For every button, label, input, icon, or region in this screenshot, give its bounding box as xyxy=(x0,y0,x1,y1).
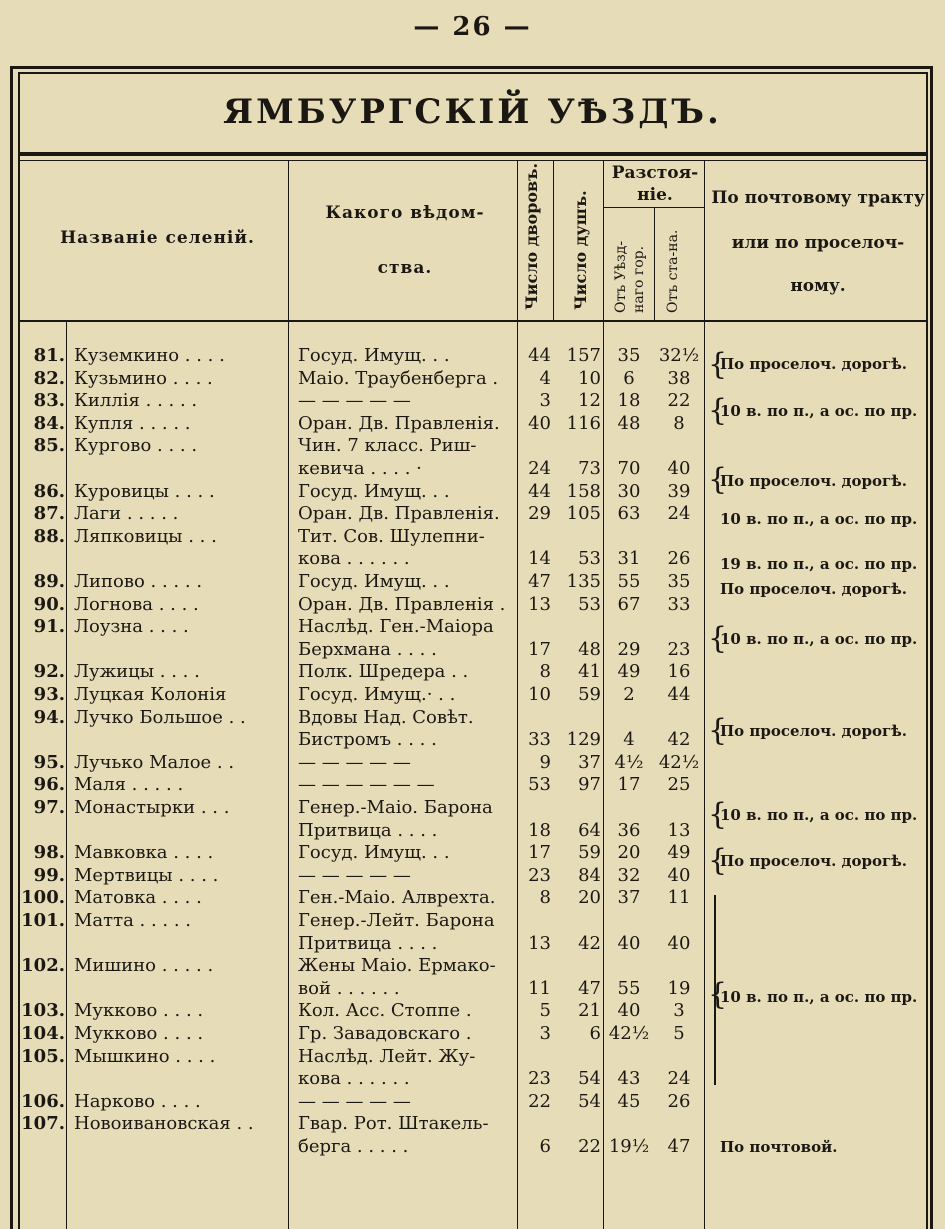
row-number: 81. xyxy=(33,345,65,366)
distance-uezd: 40 xyxy=(617,1000,641,1022)
distance-uezd: 31 xyxy=(617,548,641,570)
village-name: Матовка . . . . xyxy=(74,887,202,909)
row-number: 107. xyxy=(21,1113,65,1135)
distance-stan: 24 xyxy=(667,503,691,525)
village-name: Ляпковицы . . . xyxy=(74,525,217,547)
households-count: 5 xyxy=(539,1000,551,1022)
souls-count: 48 xyxy=(578,638,601,660)
distance-uezd: 45 xyxy=(617,1090,641,1112)
distance-uezd: 18 xyxy=(617,390,641,412)
row-number: 101. xyxy=(21,910,65,931)
village-name: Кузьмино . . . . xyxy=(74,367,213,389)
souls-count: 59 xyxy=(578,842,601,864)
owner-department: Берхмана . . . . xyxy=(298,638,437,660)
owner-department: вой . . . . . . xyxy=(298,977,400,999)
distance-stan: 39 xyxy=(667,480,691,502)
distance-uezd: 4½ xyxy=(614,751,644,773)
souls-count: 73 xyxy=(578,458,601,479)
table-row xyxy=(0,910,945,932)
souls-count: 97 xyxy=(578,774,601,796)
owner-department: Наслѣд. Ген.-Маiора xyxy=(298,616,494,638)
village-name: Куземкино . . . . xyxy=(74,345,225,366)
souls-count: 64 xyxy=(578,819,601,841)
brace-7: { xyxy=(708,843,728,878)
souls-count: 53 xyxy=(578,548,601,570)
souls-count: 54 xyxy=(578,1068,601,1090)
households-count: 3 xyxy=(539,390,551,412)
owner-department: — — — — — xyxy=(298,390,411,412)
route-note-8: По проселоч. дорогѣ. xyxy=(720,722,908,740)
distance-stan: 47 xyxy=(667,1136,691,1157)
distance-uezd: 55 xyxy=(617,977,641,999)
village-name: Монастырки . . . xyxy=(74,797,230,818)
table-row xyxy=(0,1046,945,1068)
owner-department: Оран. Дв. Правленiя. xyxy=(298,503,500,525)
distance-stan: 13 xyxy=(667,819,691,841)
header-vedomstvo-1: Какого вѣдом- xyxy=(325,203,485,223)
village-name: Липово . . . . . xyxy=(74,571,203,592)
souls-count: 22 xyxy=(578,1136,601,1157)
distance-uezd: 43 xyxy=(617,1068,641,1090)
route-note-10: По проселоч. дорогѣ. xyxy=(720,852,908,870)
table-row xyxy=(0,933,945,955)
owner-department: Госуд. Имущ. . . xyxy=(298,345,450,366)
souls-count: 53 xyxy=(578,593,601,615)
village-name: Лучко Большое . . xyxy=(74,706,246,728)
row-number: 90. xyxy=(33,593,65,615)
households-count: 8 xyxy=(539,887,551,909)
owner-department: Маiо. Траубенберга . xyxy=(298,367,499,389)
village-name: Мукково . . . . xyxy=(74,1000,204,1022)
header-souls: Число душъ. xyxy=(571,190,590,310)
households-count: 17 xyxy=(528,842,551,864)
row-number: 100. xyxy=(21,887,65,909)
distance-stan: 33 xyxy=(667,593,691,615)
owner-department: Наслѣд. Лейт. Жу- xyxy=(298,1045,476,1067)
souls-count: 42 xyxy=(578,932,601,954)
distance-uezd: 36 xyxy=(617,819,641,841)
brace-2: { xyxy=(708,393,728,428)
households-count: 14 xyxy=(528,548,551,570)
distance-stan: 44 xyxy=(667,684,691,705)
owner-department: — — — — — xyxy=(298,864,411,886)
table-row xyxy=(0,1023,945,1045)
distance-stan: 25 xyxy=(667,774,691,796)
owner-department: Генер.-Лейт. Барона xyxy=(298,910,495,931)
village-name: Киллiя . . . . . xyxy=(74,390,198,412)
header-route-3: ному. xyxy=(790,276,846,296)
distance-uezd: 2 xyxy=(623,684,635,705)
distance-uezd: 40 xyxy=(617,932,641,954)
header-bottom-rule xyxy=(18,320,928,322)
title-rule-thin xyxy=(18,160,928,161)
table-row xyxy=(0,435,945,457)
village-name: Мишино . . . . . xyxy=(74,955,214,977)
souls-count: 158 xyxy=(566,480,601,502)
souls-count: 12 xyxy=(578,390,601,412)
owner-department: Притвица . . . . xyxy=(298,819,438,841)
brace-4: { xyxy=(708,621,728,656)
owner-department: Ген.-Маiо. Алврехта. xyxy=(298,887,496,909)
households-count: 33 xyxy=(528,729,551,751)
owner-department: Жены Маiо. Ермако- xyxy=(298,955,496,977)
distance-stan: 38 xyxy=(667,367,691,389)
souls-count: 129 xyxy=(566,729,601,751)
header-households: Число дворовъ. xyxy=(522,162,541,310)
households-count: 53 xyxy=(528,774,551,796)
village-name: Купля . . . . . xyxy=(74,412,191,434)
distance-stan: 11 xyxy=(667,887,691,909)
owner-department: Тит. Сов. Шулепни- xyxy=(298,525,485,547)
distance-stan: 24 xyxy=(667,1068,691,1090)
distance-uezd: 30 xyxy=(617,480,641,502)
page-number: — 26 — xyxy=(413,12,532,42)
route-note-12: По почтовой. xyxy=(720,1138,838,1156)
souls-count: 47 xyxy=(578,977,601,999)
owner-department: Гр. Завадовскаго . xyxy=(298,1023,472,1044)
brace-5: { xyxy=(708,713,728,748)
distance-uezd: 48 xyxy=(617,412,641,434)
distance-uezd: 6 xyxy=(623,367,635,389)
village-name: Лаги . . . . . xyxy=(74,503,179,525)
distance-stan: 3 xyxy=(673,1000,685,1022)
owner-department: кова . . . . . . xyxy=(298,1068,410,1090)
row-number: 103. xyxy=(21,1000,65,1022)
village-name: Мертвицы . . . . xyxy=(74,864,219,886)
brace-6: { xyxy=(708,797,728,832)
route-note-5: 19 в. по п., а ос. по пр. xyxy=(720,555,918,573)
distance-stan: 40 xyxy=(667,932,691,954)
owner-department: Бистромъ . . . . xyxy=(298,729,437,751)
distance-uezd: 37 xyxy=(617,887,641,909)
owner-department: Генер.-Маiо. Барона xyxy=(298,797,493,818)
table-row xyxy=(0,526,945,548)
households-count: 3 xyxy=(539,1023,551,1044)
distance-stan: 40 xyxy=(667,864,691,886)
souls-count: 157 xyxy=(566,345,601,366)
header-route-1: По почтовому тракту xyxy=(711,188,925,208)
route-note-3: По проселоч. дорогѣ. xyxy=(720,472,908,490)
distance-stan: 40 xyxy=(667,458,691,479)
distance-stan: 42½ xyxy=(658,751,700,773)
route-note-6: По проселоч. дорогѣ. xyxy=(720,580,908,598)
distance-stan: 16 xyxy=(667,661,691,683)
households-count: 44 xyxy=(528,480,551,502)
village-name: Матта . . . . . xyxy=(74,910,192,931)
distance-uezd: 63 xyxy=(617,503,641,525)
row-number: 102. xyxy=(21,955,65,977)
col-line-names xyxy=(288,160,289,320)
header-distance: Разстоя-ніе. xyxy=(611,163,699,205)
households-count: 44 xyxy=(528,345,551,366)
village-name: Куровицы . . . . xyxy=(74,480,215,502)
village-name: Луцкая Колонiя xyxy=(74,684,227,705)
distance-uezd: 4 xyxy=(623,729,635,751)
households-count: 22 xyxy=(528,1090,551,1112)
distance-stan: 5 xyxy=(673,1023,685,1044)
table-row xyxy=(0,1068,945,1090)
souls-count: 41 xyxy=(578,661,601,683)
route-note-1: По проселоч. дорогѣ. xyxy=(720,355,908,373)
souls-count: 105 xyxy=(566,503,601,525)
distance-stan: 42 xyxy=(667,729,691,751)
table-row xyxy=(0,887,945,909)
owner-department: — — — — — — xyxy=(298,774,435,796)
distance-uezd: 32 xyxy=(617,864,641,886)
row-number: 99. xyxy=(33,864,65,886)
households-count: 10 xyxy=(528,684,551,705)
souls-count: 59 xyxy=(578,684,601,705)
route-note-11: 10 в. по п., а ос. по пр. xyxy=(720,988,918,1006)
row-number: 93. xyxy=(33,684,65,705)
owner-department: берга . . . . . xyxy=(298,1136,409,1157)
souls-count: 21 xyxy=(578,1000,601,1022)
row-number: 88. xyxy=(33,525,65,547)
table-row xyxy=(0,955,945,977)
route-note-7: 10 в. по п., а ос. по пр. xyxy=(720,630,918,648)
village-name: Мукково . . . . xyxy=(74,1023,204,1044)
households-count: 11 xyxy=(528,977,551,999)
owner-department: Оран. Дв. Правленiя . xyxy=(298,593,506,615)
households-count: 24 xyxy=(528,458,551,479)
owner-department: Оран. Дв. Правленiя. xyxy=(298,412,500,434)
distance-stan: 35 xyxy=(667,571,691,592)
souls-count: 37 xyxy=(578,751,601,773)
row-number: 92. xyxy=(33,661,65,683)
header-vedomstvo-2: ства. xyxy=(377,258,433,278)
households-count: 13 xyxy=(528,593,551,615)
row-number: 84. xyxy=(33,412,65,434)
district-title: ЯМБУРГСКIЙ УѢЗДЪ. xyxy=(223,92,722,132)
route-note-9: 10 в. по п., а ос. по пр. xyxy=(720,806,918,824)
table-row xyxy=(0,1091,945,1113)
header-names: Названiе селенiй. xyxy=(60,228,255,248)
table-row xyxy=(0,661,945,683)
village-name: Мышкино . . . . xyxy=(74,1045,216,1067)
households-count: 47 xyxy=(528,571,551,592)
distance-uezd: 49 xyxy=(617,661,641,683)
owner-department: Полк. Шредера . . xyxy=(298,661,469,683)
souls-count: 20 xyxy=(578,887,601,909)
brace-1: { xyxy=(708,347,728,382)
distance-uezd: 55 xyxy=(617,571,641,592)
distance-uezd: 29 xyxy=(617,638,641,660)
row-number: 87. xyxy=(33,503,65,525)
row-number: 94. xyxy=(33,706,65,728)
owner-department: Госуд. Имущ. . . xyxy=(298,571,450,592)
distance-stan: 23 xyxy=(667,638,691,660)
owner-department: кевича . . . . · xyxy=(298,458,422,479)
households-count: 8 xyxy=(539,661,551,683)
owner-department: — — — — — xyxy=(298,1090,411,1112)
header-dist-stan: Отъ ста-на. xyxy=(665,229,681,313)
owner-department: Вдовы Над. Совѣт. xyxy=(298,706,474,728)
distance-stan: 26 xyxy=(667,548,691,570)
row-number: 98. xyxy=(33,842,65,864)
distance-uezd: 20 xyxy=(617,842,641,864)
brace-3: { xyxy=(708,462,728,497)
owner-department: Кол. Асс. Стоппе . xyxy=(298,1000,472,1022)
households-count: 18 xyxy=(528,819,551,841)
table-row xyxy=(0,684,945,706)
row-number: 83. xyxy=(33,390,65,412)
row-number: 104. xyxy=(21,1023,65,1044)
village-name: Маля . . . . . xyxy=(74,774,184,796)
households-count: 17 xyxy=(528,638,551,660)
distance-stan: 49 xyxy=(667,842,691,864)
households-count: 40 xyxy=(528,412,551,434)
distance-uezd: 17 xyxy=(617,774,641,796)
distance-uezd: 19½ xyxy=(608,1136,650,1157)
dist-sub-rule xyxy=(604,207,704,208)
households-count: 29 xyxy=(528,503,551,525)
souls-count: 84 xyxy=(578,864,601,886)
households-count: 9 xyxy=(539,751,551,773)
souls-count: 10 xyxy=(578,367,601,389)
distance-uezd: 42½ xyxy=(608,1023,650,1044)
table-row xyxy=(0,752,945,774)
col-line-d1 xyxy=(654,207,655,320)
table-row xyxy=(0,774,945,796)
row-number: 106. xyxy=(21,1090,65,1112)
owner-department: Гвар. Рот. Штакель- xyxy=(298,1113,489,1135)
row-number: 89. xyxy=(33,571,65,592)
row-number: 86. xyxy=(33,480,65,502)
table-row xyxy=(0,1113,945,1135)
village-name: Нарково . . . . xyxy=(74,1090,201,1112)
distance-stan: 26 xyxy=(667,1090,691,1112)
row-number: 97. xyxy=(33,797,65,818)
distance-uezd: 67 xyxy=(617,593,641,615)
village-name: Новоивановская . . xyxy=(74,1113,254,1135)
households-count: 23 xyxy=(528,1068,551,1090)
village-name: Логнова . . . . xyxy=(74,593,199,615)
title-rule xyxy=(18,152,928,156)
row-number: 91. xyxy=(33,616,65,638)
route-note-2: 10 в. по п., а ос. по пр. xyxy=(720,402,918,420)
souls-count: 116 xyxy=(566,412,601,434)
households-count: 23 xyxy=(528,864,551,886)
owner-department: Госуд. Имущ.· . . xyxy=(298,684,456,705)
distance-uezd: 70 xyxy=(617,458,641,479)
village-name: Лоузна . . . . xyxy=(74,616,189,638)
distance-stan: 22 xyxy=(667,390,691,412)
households-count: 4 xyxy=(539,367,551,389)
row-number: 95. xyxy=(33,751,65,773)
households-count: 6 xyxy=(539,1136,551,1157)
village-name: Лужицы . . . . xyxy=(74,661,200,683)
brace-8: { xyxy=(708,977,728,1012)
row-number: 82. xyxy=(33,367,65,389)
village-name: Лучько Малое . . xyxy=(74,751,235,773)
row-number: 96. xyxy=(33,774,65,796)
row-number: 85. xyxy=(33,435,65,457)
distance-stan: 19 xyxy=(667,977,691,999)
owner-department: кова . . . . . . xyxy=(298,548,410,570)
owner-department: Госуд. Имущ. . . xyxy=(298,480,450,502)
route-note-4: 10 в. по п., а ос. по пр. xyxy=(720,510,918,528)
distance-stan: 32½ xyxy=(658,345,700,366)
households-count: 13 xyxy=(528,932,551,954)
col-line-hh xyxy=(553,160,554,320)
header-route-2: или по проселоч- xyxy=(731,233,905,253)
owner-department: Госуд. Имущ. . . xyxy=(298,842,450,864)
owner-department: — — — — — xyxy=(298,751,411,773)
village-name: Кургово . . . . xyxy=(74,435,198,457)
souls-count: 135 xyxy=(566,571,601,592)
souls-count: 54 xyxy=(578,1090,601,1112)
souls-count: 6 xyxy=(589,1023,601,1044)
owner-department: Притвица . . . . xyxy=(298,932,438,954)
owner-department: Чин. 7 класс. Риш- xyxy=(298,435,477,457)
header-dist-uezd: Отъ Уѣзд-наго гор. xyxy=(613,240,647,313)
row-number: 105. xyxy=(21,1045,65,1067)
village-name: Мавковка . . . . xyxy=(74,842,214,864)
distance-uezd: 35 xyxy=(617,345,641,366)
distance-stan: 8 xyxy=(673,412,685,434)
